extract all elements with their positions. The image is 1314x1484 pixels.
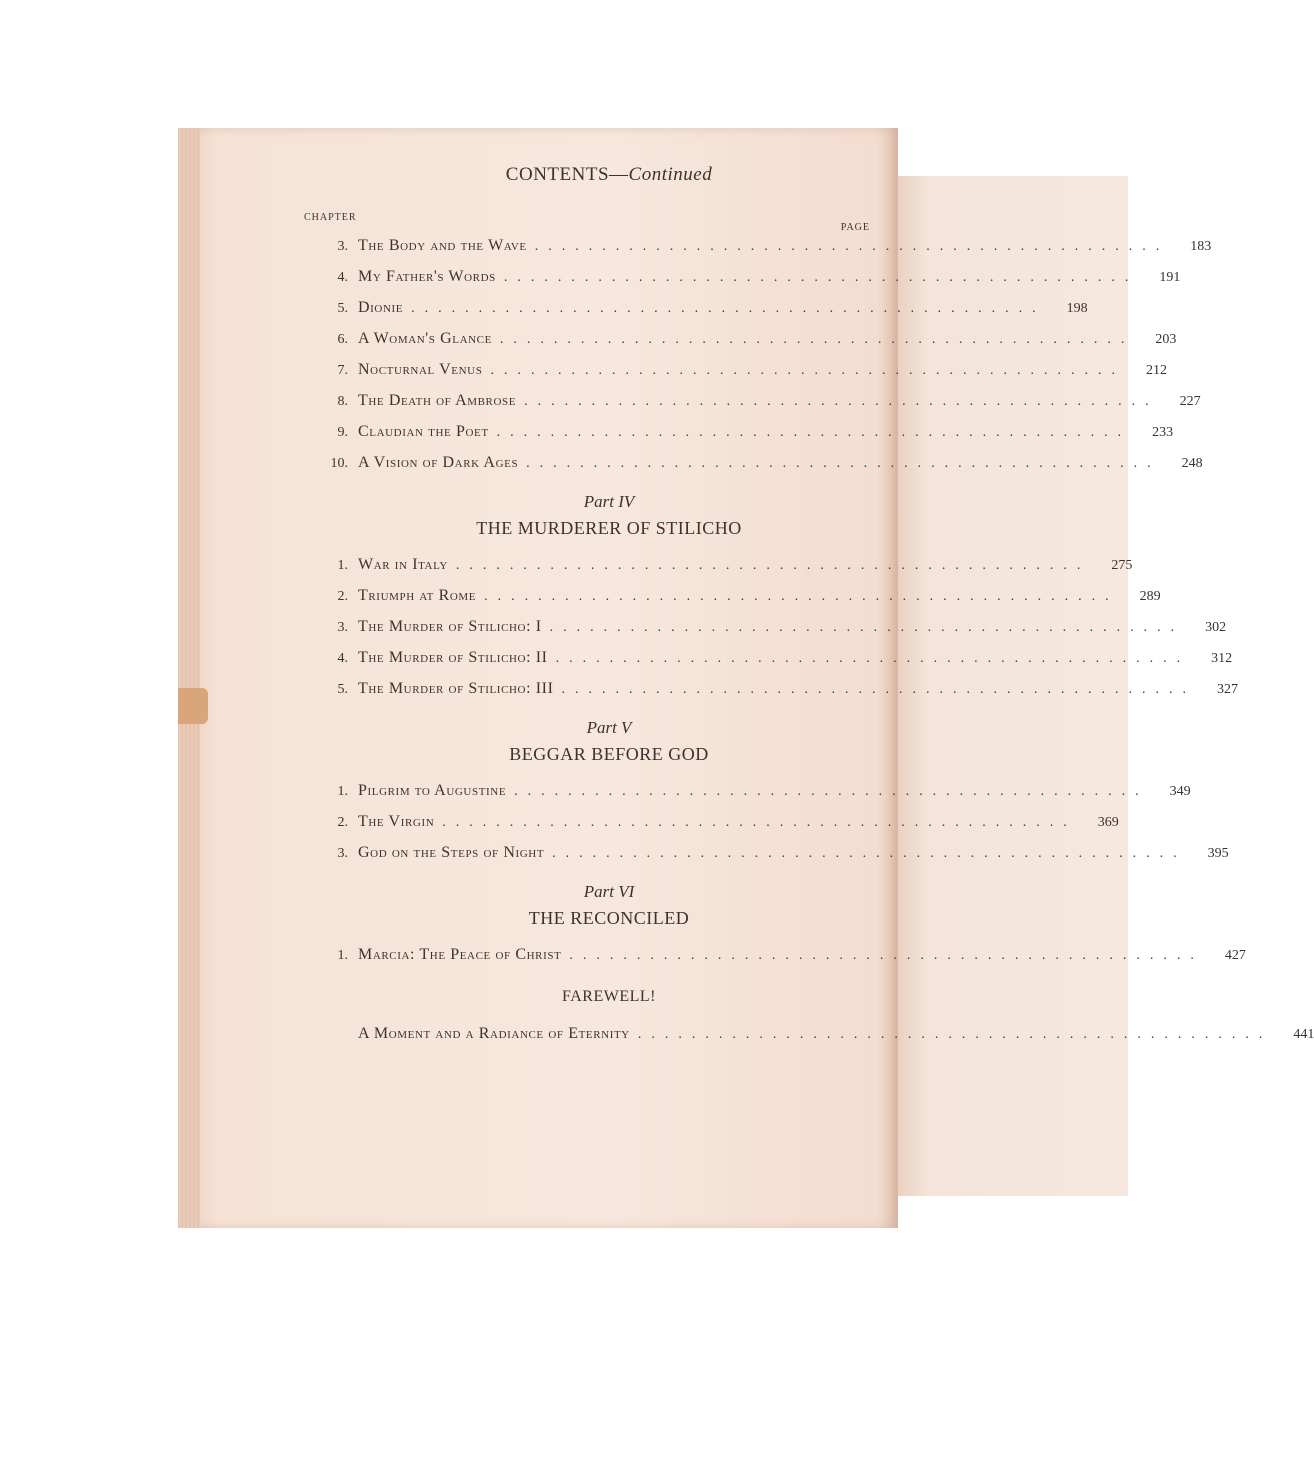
chapter-title: A Woman's Glance xyxy=(358,330,492,347)
chapter-number: 5. xyxy=(337,682,348,697)
dot-leader: ............................................... xyxy=(455,558,1091,573)
chapter-number: 3. xyxy=(337,620,348,635)
dot-leader: ............................................... xyxy=(555,651,1191,666)
toc-entry xyxy=(304,447,1203,478)
chapter-number: 8. xyxy=(337,394,348,409)
dot-leader: ............................................... xyxy=(552,846,1187,861)
column-heads xyxy=(304,212,874,233)
page-number: 395 xyxy=(1207,846,1229,861)
page-number: 198 xyxy=(1066,301,1088,316)
page-number: 191 xyxy=(1159,270,1181,285)
part-title: THE RECONCILED xyxy=(528,908,690,928)
page-number: 203 xyxy=(1155,332,1177,347)
toc-entry xyxy=(304,580,1161,611)
dot-leader: ............................................... xyxy=(637,1027,1273,1042)
part-label: Part V xyxy=(586,718,632,737)
open-book xyxy=(178,128,1314,1228)
dot-leader: ............................................... xyxy=(561,682,1197,697)
chapter-number: 2. xyxy=(337,589,348,604)
chapter-number: 5. xyxy=(337,301,348,316)
running-head xyxy=(344,164,874,186)
chapter-title: The Murder of Stilicho: I xyxy=(358,618,542,635)
chapter-number: 3. xyxy=(337,846,348,861)
chapter-title: Marcia: The Peace of Christ xyxy=(358,946,562,963)
chapter-column-head: CHAPTER xyxy=(304,212,357,223)
page-number: 441 xyxy=(1293,1027,1314,1042)
left-page xyxy=(178,128,1314,1228)
chapter-title: War in Italy xyxy=(358,556,448,573)
chapter-title: Nocturnal Venus xyxy=(358,361,483,378)
toc-entry xyxy=(304,673,1239,704)
part-label: Part VI xyxy=(583,882,635,901)
dot-leader: ............................................... xyxy=(484,589,1119,604)
chapter-number: 7. xyxy=(337,363,348,378)
running-head-main: CONTENTS— xyxy=(505,164,629,185)
chapter-number: 1. xyxy=(337,558,348,573)
toc-entry xyxy=(304,642,1233,673)
chapter-number: 3. xyxy=(337,239,348,254)
thumb-notch xyxy=(178,688,208,724)
toc-entry xyxy=(304,611,1227,642)
chapter-title: My Father's Words xyxy=(358,268,496,285)
toc-entry xyxy=(304,806,1119,837)
toc-entry xyxy=(304,1018,1314,1049)
page-number: 302 xyxy=(1205,620,1227,635)
farewell-title: FAREWELL! xyxy=(562,988,656,1005)
part-label: Part IV xyxy=(583,492,635,511)
page-number: 248 xyxy=(1181,456,1203,471)
page-number: 349 xyxy=(1169,784,1191,799)
chapter-number: 1. xyxy=(337,948,348,963)
dot-leader: ............................................... xyxy=(442,815,1077,830)
chapter-number: 2. xyxy=(337,815,348,830)
toc-entry xyxy=(304,385,1201,416)
chapter-title: Dionie xyxy=(358,299,404,316)
chapter-title: The Murder of Stilicho: II xyxy=(358,649,548,666)
page-number: 312 xyxy=(1211,651,1233,666)
toc-entry xyxy=(304,939,1246,970)
page-number: 233 xyxy=(1152,425,1174,440)
part-title: THE MURDERER OF STILICHO xyxy=(476,518,742,538)
chapter-title: A Moment and a Radiance of Eternity xyxy=(358,1025,630,1042)
page-number: 227 xyxy=(1179,394,1201,409)
dot-leader: ............................................... xyxy=(534,239,1170,254)
chapter-title: Triumph at Rome xyxy=(358,587,477,604)
page-number: 369 xyxy=(1097,815,1119,830)
toc-entry xyxy=(304,292,1088,323)
dot-leader: ............................................... xyxy=(503,270,1139,285)
dot-leader: ............................................... xyxy=(524,394,1159,409)
toc-entry xyxy=(304,549,1133,580)
dot-leader: ............................................... xyxy=(490,363,1125,378)
chapter-number: 4. xyxy=(337,270,348,285)
toc-entry xyxy=(304,775,1191,806)
chapter-title: God on the Steps of Night xyxy=(358,844,545,861)
chapter-number: 10. xyxy=(330,456,348,471)
dot-leader: ............................................... xyxy=(496,425,1132,440)
dot-leader: ............................................... xyxy=(549,620,1185,635)
contents-list xyxy=(304,164,1314,1049)
page-number: 327 xyxy=(1217,682,1239,697)
chapter-title: Pilgrim to Augustine xyxy=(358,782,507,799)
page-number: 289 xyxy=(1139,589,1161,604)
toc-entry xyxy=(304,416,1174,447)
part-title: BEGGAR BEFORE GOD xyxy=(509,744,709,764)
chapter-number: 4. xyxy=(337,651,348,666)
chapter-list-part-iii xyxy=(304,230,1212,478)
toc-entry xyxy=(304,230,1212,261)
toc-entry xyxy=(304,323,1177,354)
chapter-title: The Body and the Wave xyxy=(358,237,527,254)
page-number: 275 xyxy=(1111,558,1133,573)
toc-entry xyxy=(304,354,1167,385)
chapter-title: Claudian the Poet xyxy=(358,423,489,440)
page-edge xyxy=(178,128,200,1228)
chapter-title: The Death of Ambrose xyxy=(358,392,517,409)
page-number: 212 xyxy=(1145,363,1167,378)
chapter-title: The Virgin xyxy=(358,813,435,830)
dot-leader: ............................................... xyxy=(569,948,1204,963)
dot-leader: ............................................... xyxy=(526,456,1161,471)
page-column-head: PAGE xyxy=(840,222,870,233)
chapter-number: 9. xyxy=(337,425,348,440)
chapter-number: 1. xyxy=(337,784,348,799)
dot-leader: ............................................... xyxy=(499,332,1135,347)
dot-leader: ............................................... xyxy=(514,784,1149,799)
chapter-title: The Murder of Stilicho: III xyxy=(358,680,554,697)
chapter-number: 6. xyxy=(337,332,348,347)
dot-leader: ............................................... xyxy=(411,301,1046,316)
chapter-title: A Vision of Dark Ages xyxy=(358,454,519,471)
running-head-italic: Continued xyxy=(628,164,713,185)
toc-entry xyxy=(304,261,1181,292)
page-number: 183 xyxy=(1190,239,1212,254)
toc-entry xyxy=(304,837,1229,868)
page-number: 427 xyxy=(1224,948,1246,963)
